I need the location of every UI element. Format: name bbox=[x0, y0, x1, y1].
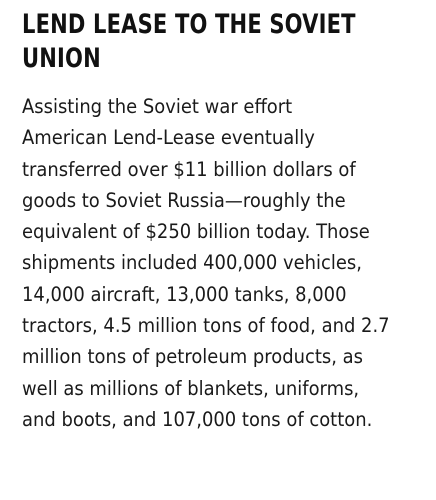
body-line: shipments included 400,000 vehicles, bbox=[22, 251, 362, 275]
title-line: UNION bbox=[22, 43, 101, 74]
body-line: million tons of petroleum products, as bbox=[22, 345, 363, 369]
body-line: goods to Soviet Russia—roughly the bbox=[22, 188, 346, 212]
body-line: well as millions of blankets, uniforms, bbox=[22, 376, 360, 400]
body-line: transferred over $11 billion dollars of bbox=[22, 157, 356, 181]
body-line: 14,000 aircraft, 13,000 tanks, 8,000 bbox=[22, 282, 347, 306]
title-line: LEND LEASE TO THE SOVIET bbox=[22, 9, 356, 40]
body-line: tractors, 4.5 million tons of food, and 2.7 bbox=[22, 314, 390, 338]
body-line: Assisting the Soviet war effort bbox=[22, 95, 293, 118]
body-line: and boots, and 107,000 tons of cotton. bbox=[22, 407, 373, 431]
article-title bbox=[22, 8, 412, 76]
body-line: American Lend-Lease eventually bbox=[22, 126, 315, 150]
body-line: equivalent of $250 billion today. Those bbox=[22, 220, 370, 244]
article-card bbox=[22, 8, 426, 431]
article-body bbox=[22, 91, 426, 435]
